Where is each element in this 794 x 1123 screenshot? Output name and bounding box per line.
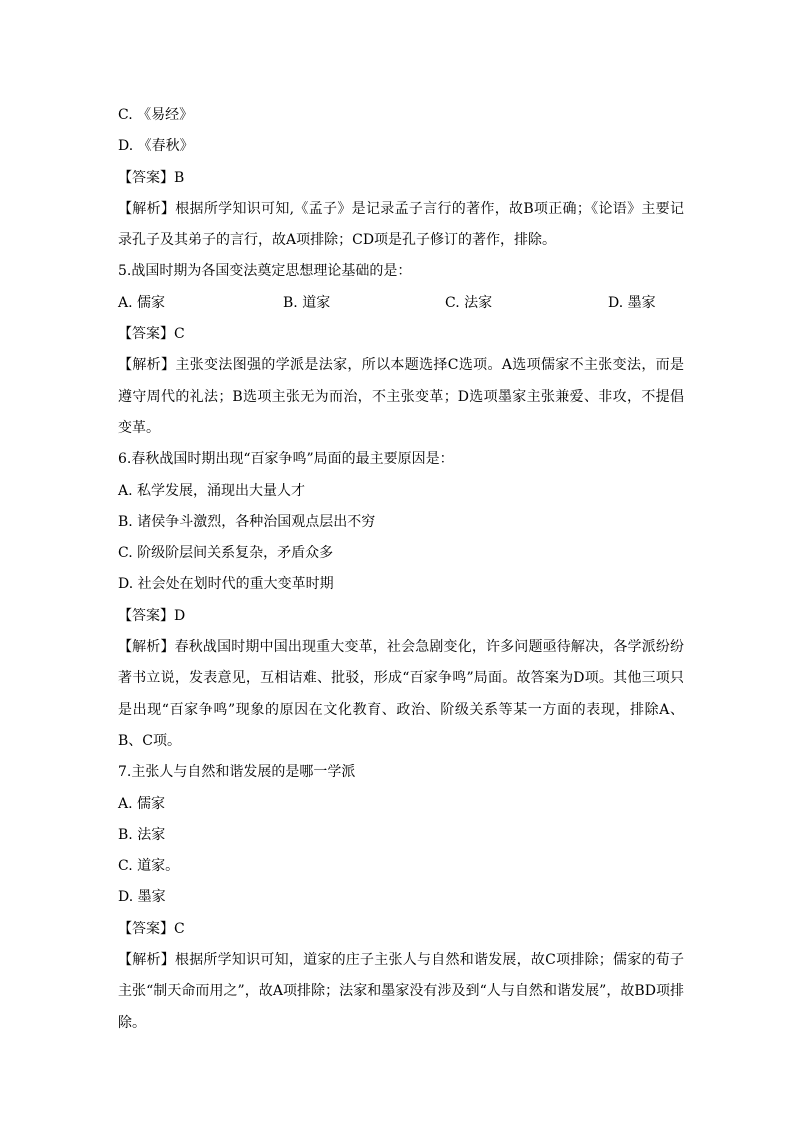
q6-answer: 【答案】D	[118, 607, 186, 624]
q7-option-c: C. 道家。	[118, 858, 180, 875]
q6-stem: 6.春秋战国时期出现“百家争鸣”局面的最主要原因是：	[118, 451, 454, 468]
q4-answer: 【答案】B	[118, 169, 185, 186]
document-page	[118, 100, 684, 1039]
q5-option-a: A. 儒家	[118, 294, 166, 311]
q4-analysis: 【解析】根据所学知识可知,《孟子》是记录孟子言行的著作，故B项正确；《论语》主要记录孔子及其弟子的言行，故A项排除；CD项是孔子修订的著作，排除。	[118, 200, 684, 249]
q5-options	[118, 288, 684, 319]
q5-answer: 【答案】C	[118, 326, 185, 343]
q6-option-c: C. 阶级阶层间关系复杂，矛盾众多	[118, 545, 334, 562]
q6-option-d: D. 社会处在划时代的重大变革时期	[118, 576, 334, 593]
q7-answer: 【答案】C	[118, 920, 185, 937]
q7-option-b: B. 法家	[118, 826, 166, 843]
q7-option-a: A. 儒家	[118, 795, 166, 812]
q6-option-a: A. 私学发展，涌现出大量人才	[118, 482, 306, 499]
q5-option-b: B. 道家	[283, 294, 331, 311]
q4-option-d: D. 《春秋》	[118, 138, 194, 155]
q4-option-c: C. 《易经》	[118, 107, 194, 123]
q5-analysis: 【解析】主张变法图强的学派是法家，所以本题选择C选项。A选项儒家不主张变法，而是遵守周代的礼法；B选项主张无为而治，不主张变革；D选项墨家主张兼爱、非攻，不提倡变革。	[118, 357, 684, 436]
q7-stem: 7.主张人与自然和谐发展的是哪一学派	[118, 764, 356, 781]
q5-option-c: C. 法家	[445, 294, 493, 311]
q7-analysis: 【解析】根据所学知识可知，道家的庄子主张人与自然和谐发展，故C项排除；儒家的荀子主张“制天命而用之”，故A项排除；法家和墨家没有涉及到“人与自然和谐发展”，故BD项排除。	[118, 952, 684, 1031]
q6-option-b: B. 诸侯争斗激烈，各种治国观点层出不穷	[118, 513, 376, 530]
q5-stem: 5.战国时期为各国变法奠定思想理论基础的是：	[118, 263, 412, 280]
q7-option-d: D. 墨家	[118, 889, 166, 906]
q6-analysis: 【解析】春秋战国时期中国出现重大变革，社会急剧变化，许多问题亟待解决，各学派纷纷著书立说，发表意见，互相诘难、批驳，形成“百家争鸣”局面。故答案为D项。其他三项只是出现“百家争鸣”现象的原因在文化教育、政治、阶级关系等某一方面的表现，排除A、B、C项。	[118, 639, 684, 749]
q5-option-d: D. 墨家	[608, 294, 656, 311]
